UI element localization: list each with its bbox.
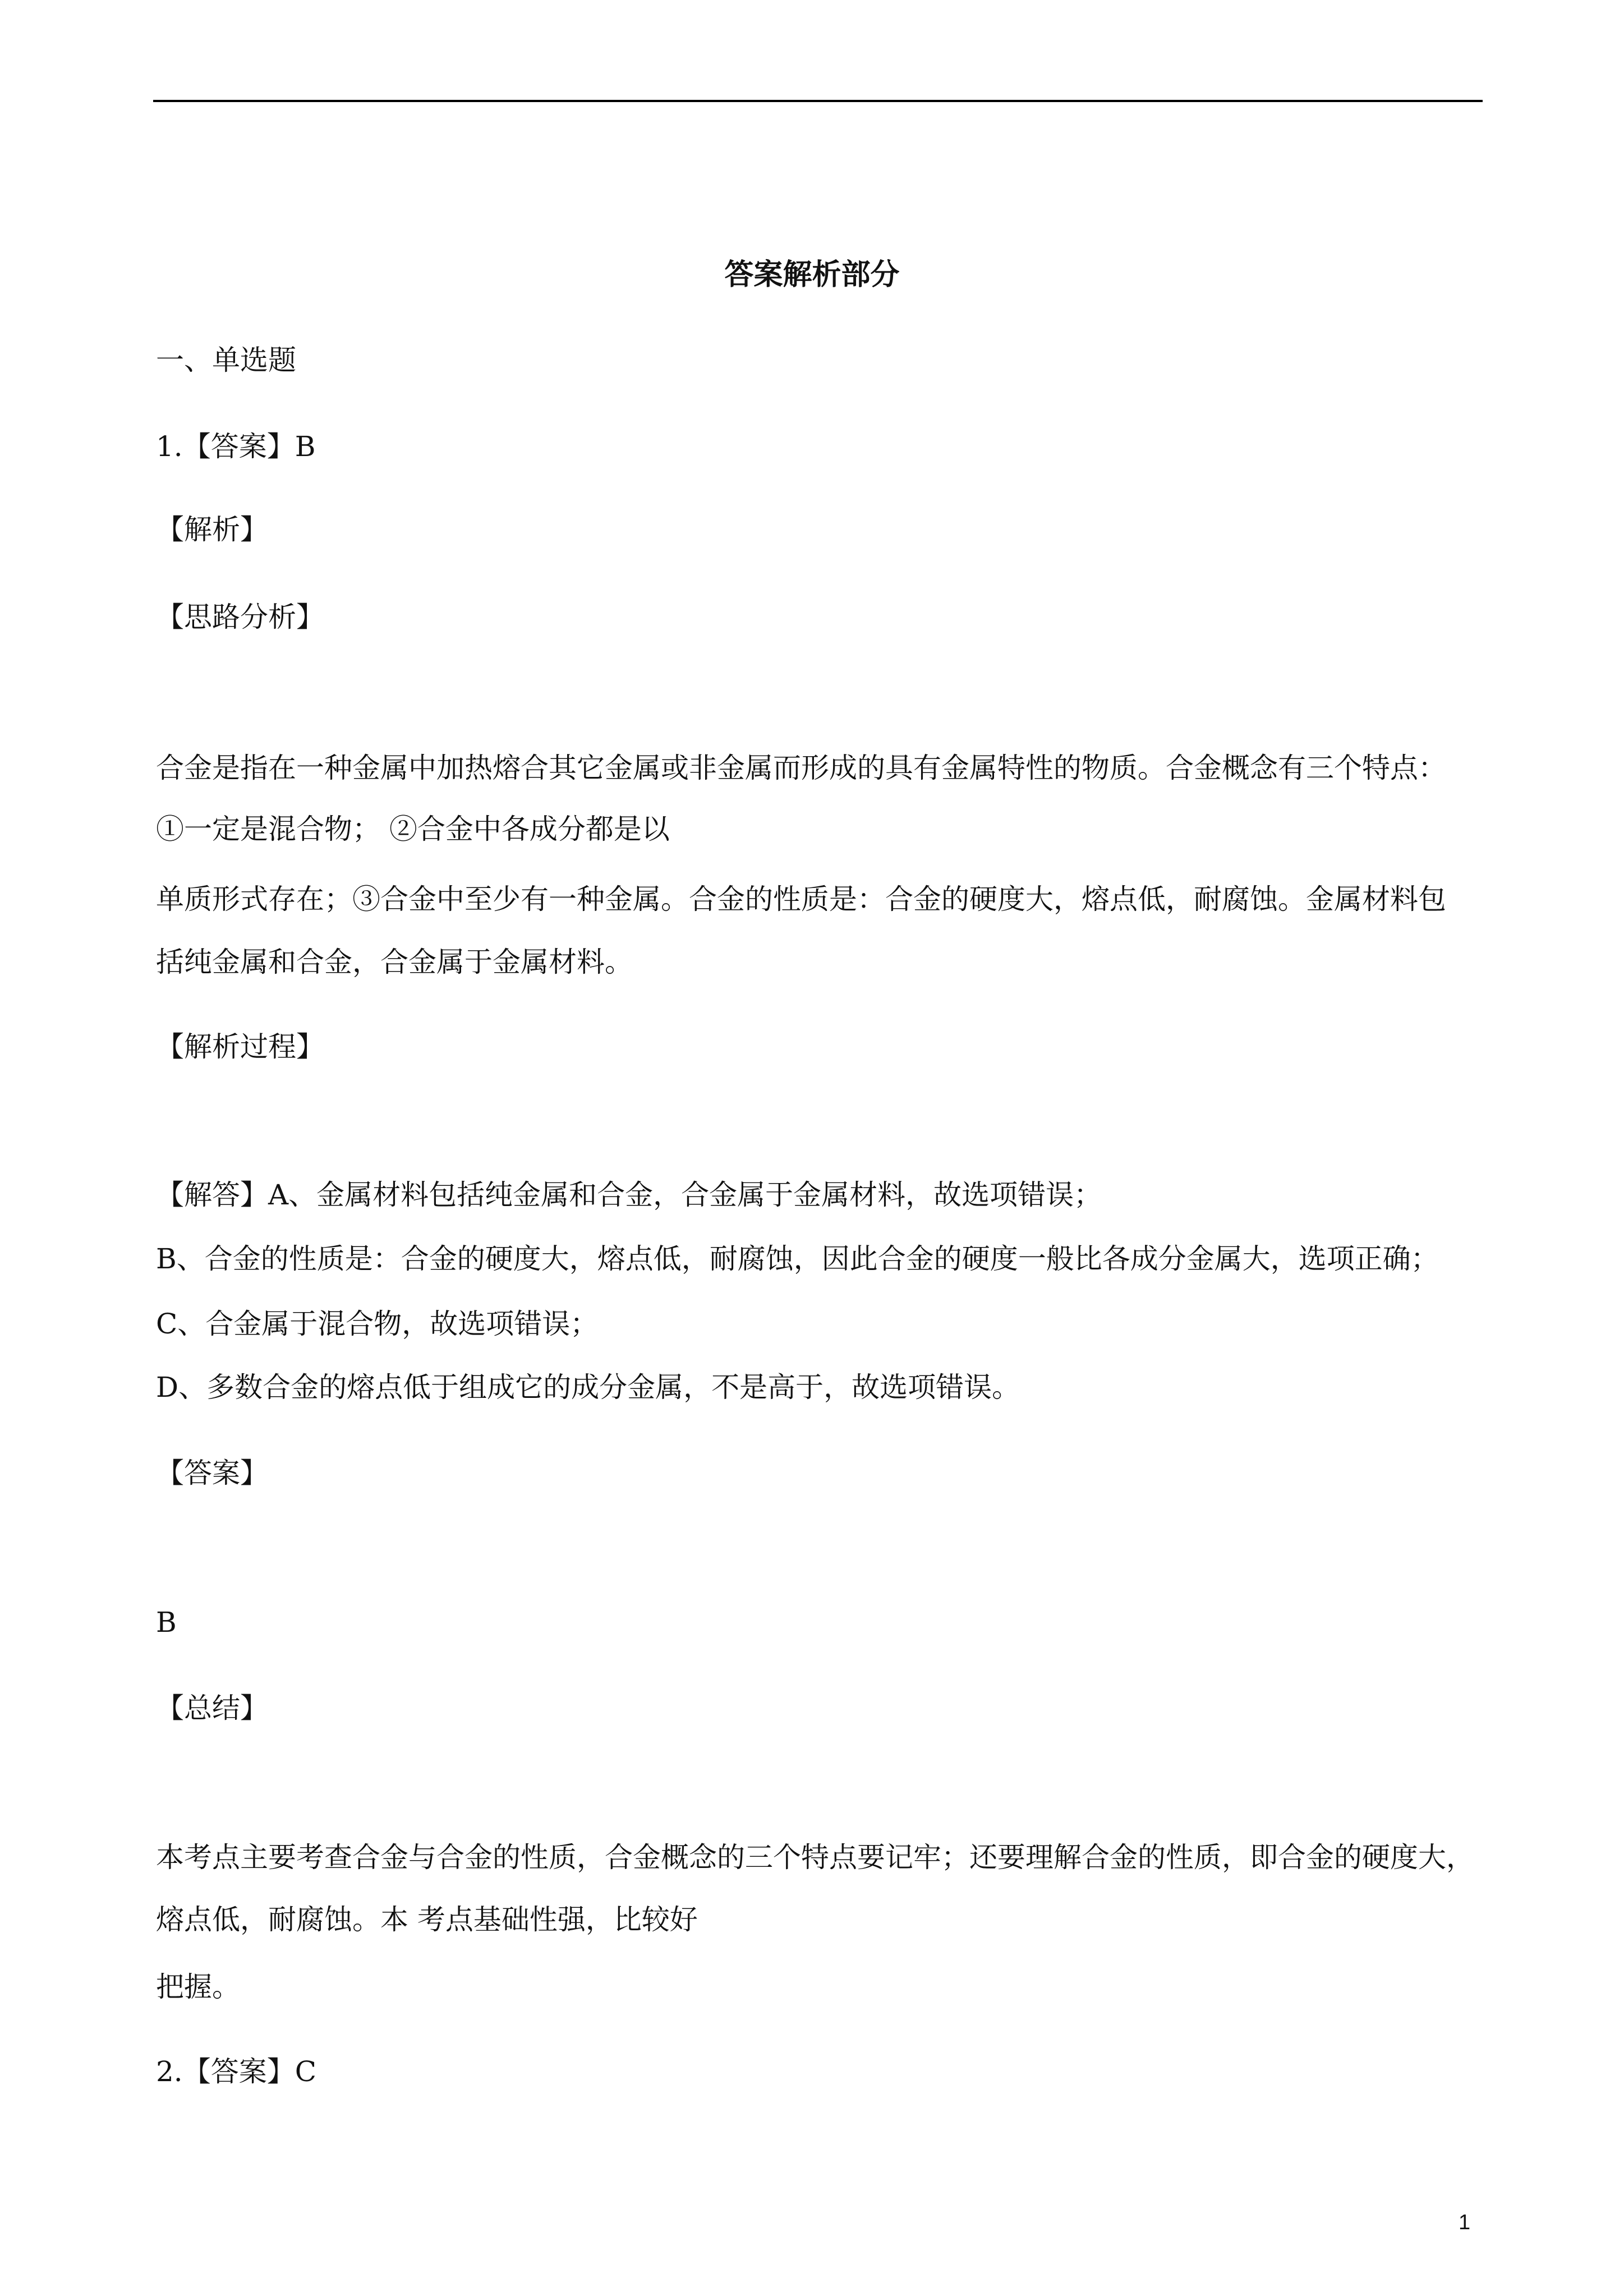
q1-idea-line-4: 括纯金属和合金，合金属于金属材料。 [156,946,633,978]
header-rule [153,100,1483,102]
q1-process-line-3: C、合金属于混合物，故选项错误； [156,1308,599,1340]
q1-process-line-4: D、多数合金的熔点低于组成它的成分金属，不是高于，故选项错误。 [156,1371,1020,1404]
page-title: 答案解析部分 [724,257,900,292]
page-number: 1 [1459,2211,1471,2234]
q1-analysis-label: 【解析】 [156,513,268,546]
q1-idea-line-2: ①一定是混合物； ②合金中各成分都是以 [156,813,670,845]
q1-process-line-1: 【解答】A、金属材料包括纯金属和合金，合金属于金属材料，故选项错误； [156,1179,1102,1211]
q1-answer-label: 【答案】 [156,1457,268,1489]
q1-summary-label: 【总结】 [156,1692,268,1724]
q1-idea-line-3: 单质形式存在；③合金中至少有一种金属。合金的性质是：合金的硬度大，熔点低，耐腐蚀。金属材料包 [156,883,1446,915]
q1-answer-value: B [156,1606,177,1639]
q1-idea-line-1: 合金是指在一种金属中加热熔合其它金属或非金属而形成的具有金属特性的物质。合金概念有三个特点： [156,752,1446,784]
q1-idea-label: 【思路分析】 [156,601,324,633]
q1-summary-line-3: 把握。 [156,1971,240,2003]
q1-answer-line: 1.【答案】B [156,430,316,463]
q1-summary-line-1: 本考点主要考查合金与合金的性质，合金概念的三个特点要记牢；还要理解合金的性质，即合金的硬度大， [156,1841,1474,1874]
q1-summary-line-2: 熔点低，耐腐蚀。本 考点基础性强，比较好 [156,1903,698,1936]
q1-process-line-2: B、合金的性质是：合金的硬度大，熔点低，耐腐蚀，因此合金的硬度一般比各成分金属大，选项正确； [156,1243,1439,1275]
q1-process-label: 【解析过程】 [156,1030,324,1063]
section-heading: 一、单选题 [156,344,296,376]
q2-answer-line: 2.【答案】C [156,2055,316,2088]
